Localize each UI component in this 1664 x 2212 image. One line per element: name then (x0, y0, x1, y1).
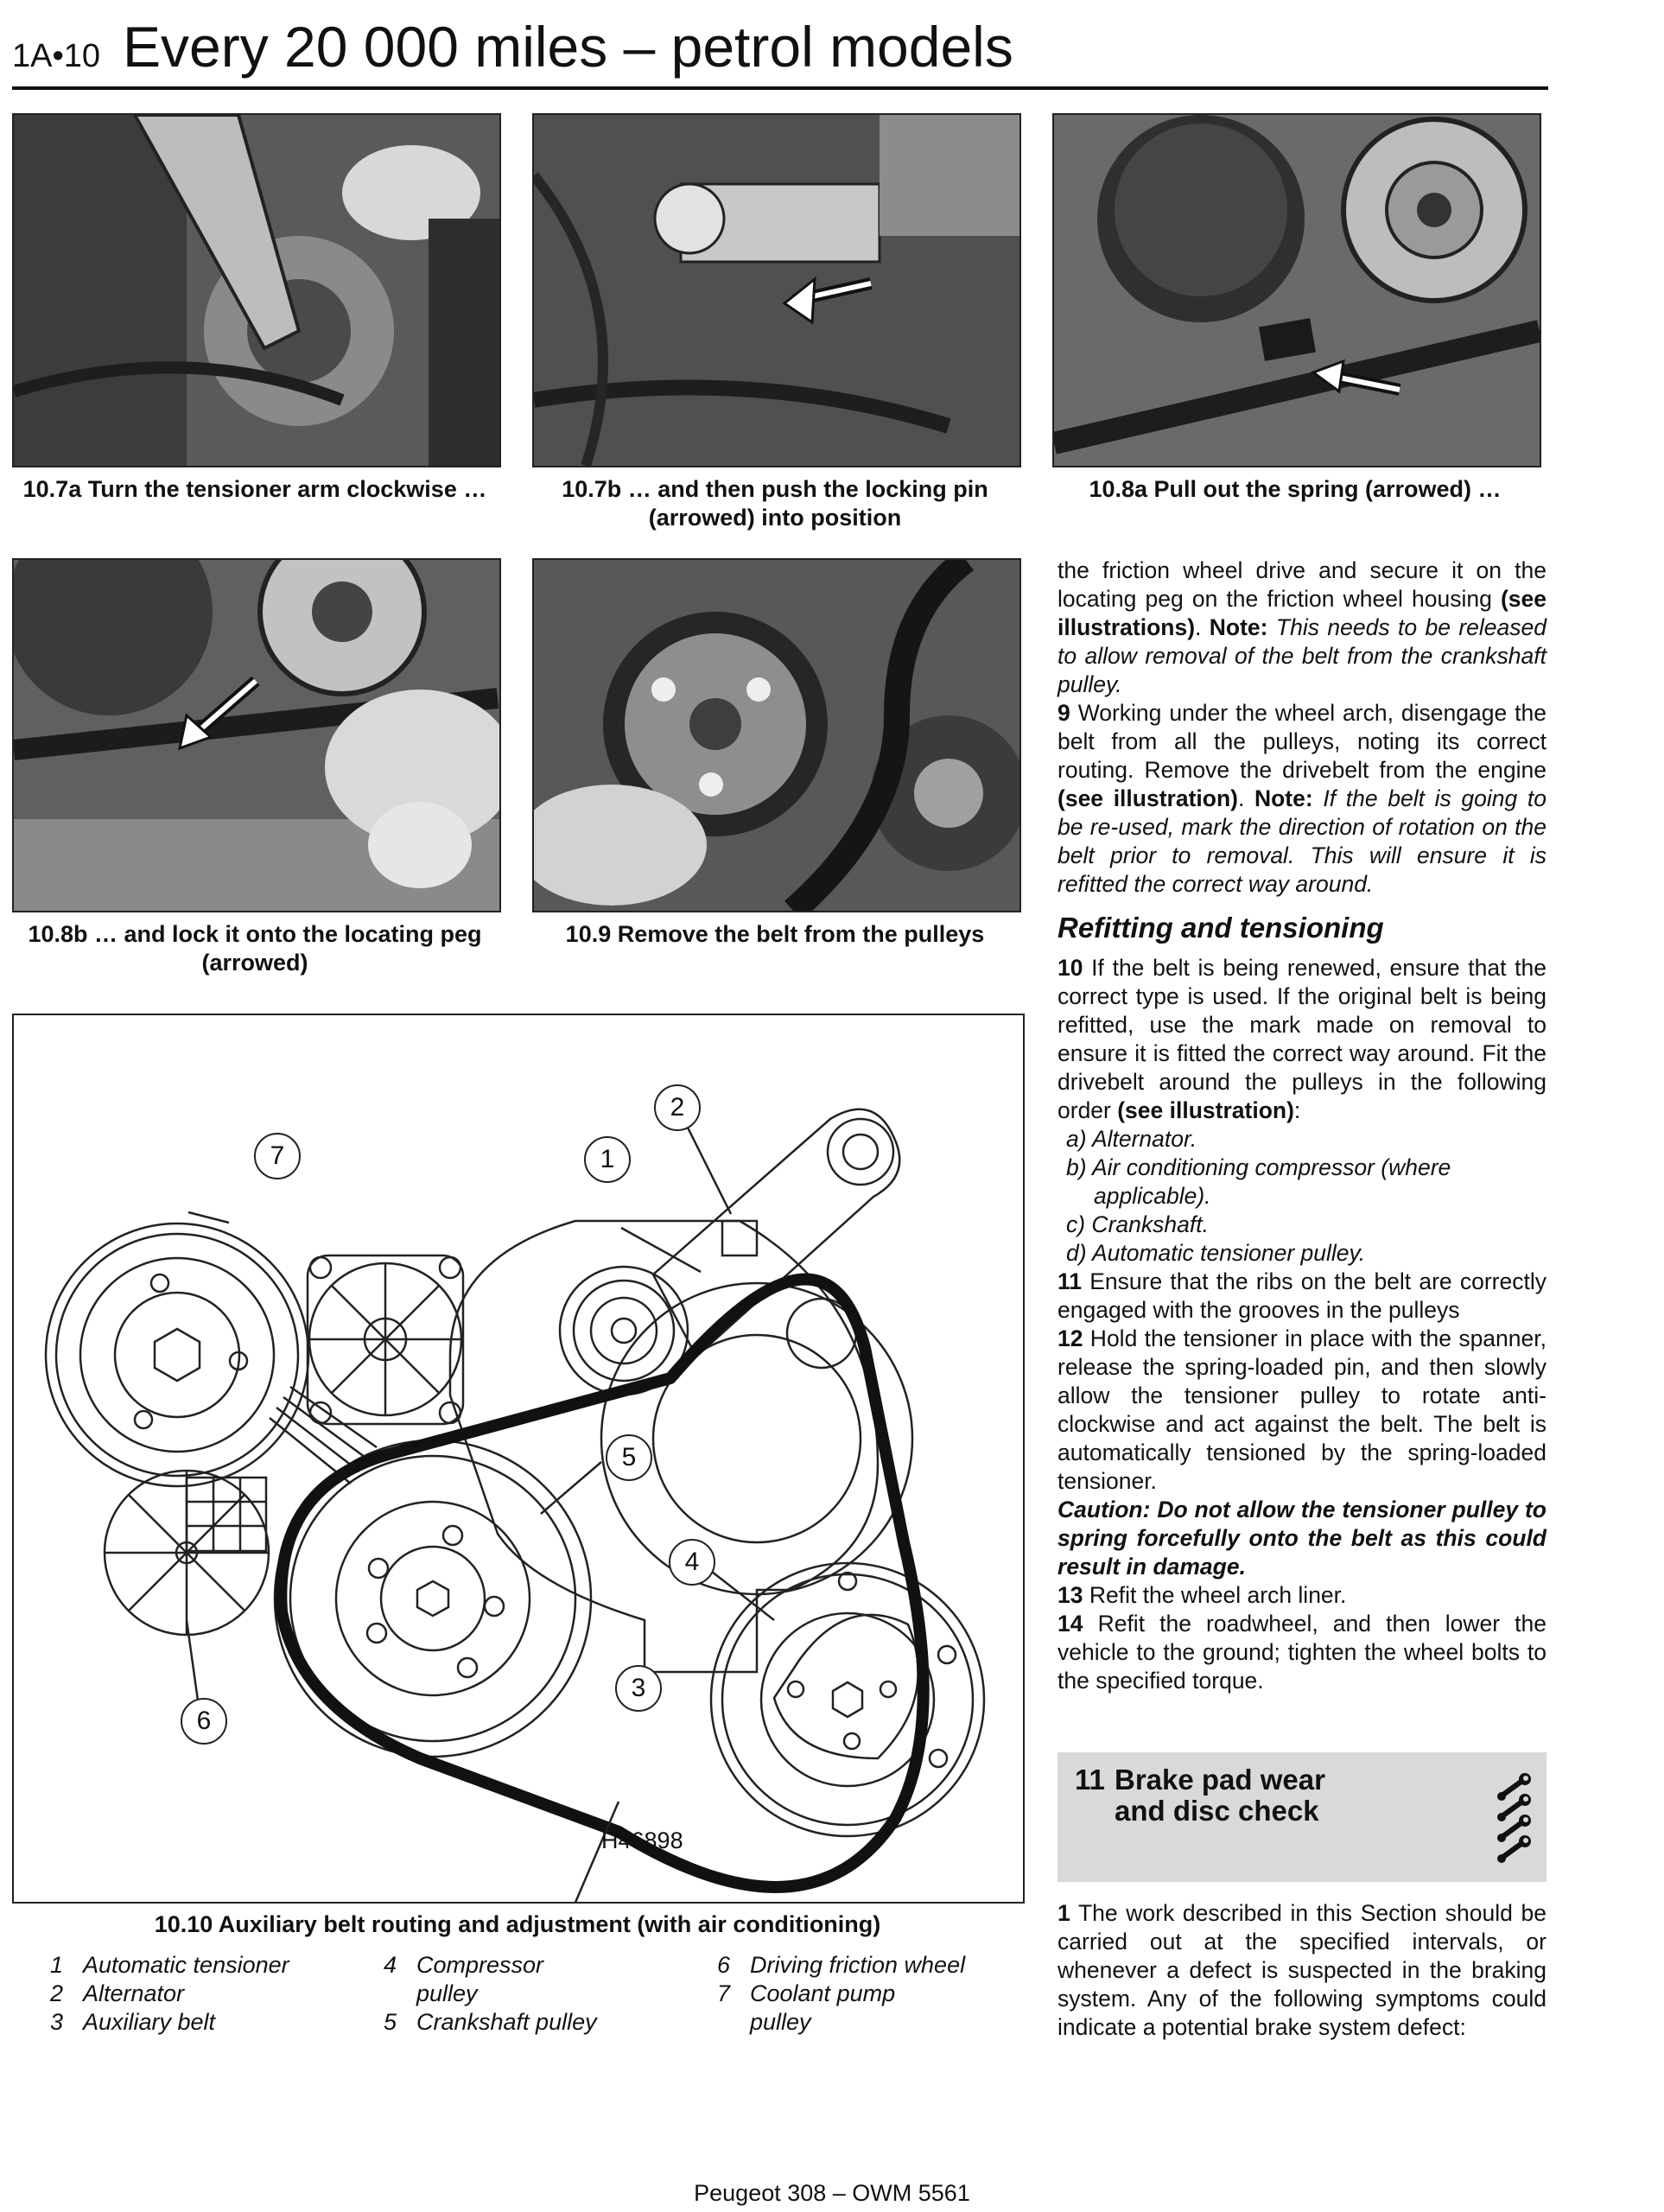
legend-col-2 (346, 1951, 684, 2037)
legend-text: Crankshaft pulley (416, 2009, 597, 2035)
difficulty-wrench-icon (1495, 1768, 1536, 1872)
callout-4: 4 (669, 1539, 715, 1586)
photo-10-7b (532, 113, 1021, 467)
order-list-item: a) Alternator. (1066, 1126, 1197, 1152)
legend-num: 3 (50, 2009, 64, 2035)
callout-1: 1 (584, 1136, 631, 1183)
page-footer: Peugeot 308 – OWM 5561 (694, 2180, 970, 2206)
page-title: Every 20 000 miles – petrol models (123, 15, 1013, 79)
paragraph-14: 14 Refit the roadwheel, and then lower the vehicle to the ground; tighten the wheel bolts to the specified torque. (1057, 1611, 1547, 1694)
legend-col-1 (12, 1951, 351, 2037)
diagram-code: H46898 (601, 1827, 683, 1853)
order-list-item: d) Automatic tensioner pulley. (1066, 1240, 1366, 1266)
paragraph-9: 9 Working under the wheel arch, disengage the belt from all the pulleys, noting its correct routing. Remove the drivebelt from the engine (see illustration). Note: If the belt is going to be re-used, mark the direction of rotation on the belt prior to removal. This will ensure it is refitted the correct way around. (1057, 700, 1547, 897)
coolant-pump-pulley (46, 1224, 308, 1486)
legend-text: Compressor pulley (416, 1952, 544, 2006)
caption-10-8b: 10.8b … and lock it onto the locating peg (arrowed) (28, 921, 482, 976)
callout-7: 7 (254, 1133, 301, 1179)
caption-10-7a: 10.7a Turn the tensioner arm clockwise … (22, 476, 487, 502)
caption-10-9: 10.9 Remove the belt from the pulleys (565, 921, 985, 947)
header-rule (12, 86, 1548, 90)
legend-text: Auxiliary belt (83, 2009, 216, 2035)
auxiliary-belt (281, 1279, 923, 1886)
legend-num: 5 (384, 2009, 397, 2035)
paragraph-continued: the friction wheel drive and secure it on the locating peg on the friction wheel housing (see illustrations). Note: This needs to be released to allow removal of the belt from the crankshaft pulley. (1057, 557, 1547, 697)
legend-text: Automatic tensioner (83, 1952, 289, 1978)
legend-text: Driving friction wheel (750, 1952, 966, 1978)
legend-text: Coolant pump pulley (750, 1980, 896, 2035)
photo-10-8a (1052, 113, 1541, 467)
subheading-refitting: Refitting and tensioning (1057, 912, 1384, 944)
callout-3: 3 (615, 1665, 662, 1712)
legend-text: Alternator (83, 1980, 185, 2006)
body-text-section-11 (1057, 1899, 1547, 2042)
order-list-item: b) Air conditioning compressor (where applicable). (1066, 1154, 1451, 1209)
belt-routing-diagram (12, 1014, 1025, 1904)
body-text-upper (1057, 556, 1547, 899)
legend-num: 6 (717, 1952, 731, 1978)
legend-num: 4 (384, 1952, 397, 1978)
section-title: 11 Brake pad wear and disc check (1075, 1764, 1325, 1827)
paragraph-12: 12 Hold the tensioner in place with the spanner, release the spring-loaded pin, and then slowly allow the tensioner pulley to rotate anti-clockwise and act against the belt. The belt is automatically tensioned by the spring-loaded tensioner. (1057, 1325, 1547, 1494)
photo-10-9 (532, 558, 1021, 912)
legend-col-3 (679, 1951, 1018, 2037)
section-11-header (1057, 1752, 1547, 1882)
photo-10-8b (12, 558, 501, 912)
callout-5: 5 (606, 1434, 652, 1481)
caution-note: Caution: Do not allow the tensioner pulley to spring forcefully onto the belt as this could result in damage. (1057, 1497, 1547, 1580)
caption-10-7b: 10.7b … and then push the locking pin (arrowed) into position (562, 476, 988, 531)
callout-6: 6 (181, 1698, 227, 1745)
paragraph-10: 10 If the belt is being renewed, ensure that the correct type is used. If the original belt is being refitted, use the mark made on removal to ensure it is fitted the correct way around. Fit the drivebelt around the pulleys in the following order (see illustration): (1057, 955, 1547, 1123)
section-11-paragraph-1: 1 The work described in this Section should be carried out at the specified intervals, or whenever a defect is suspected in the braking system. Any of the following symptoms could indicate a potential brake system defect: (1057, 1900, 1547, 2040)
paragraph-11: 11 Ensure that the ribs on the belt are correctly engaged with the grooves in the pulleys (1057, 1268, 1547, 1323)
page-header (12, 7, 1550, 86)
paragraph-13: 13 Refit the wheel arch liner. (1057, 1582, 1347, 1608)
order-list-item: c) Crankshaft. (1066, 1211, 1209, 1237)
legend-num: 7 (717, 1980, 731, 2006)
diagram-caption: 10.10 Auxiliary belt routing and adjustment (with air conditioning) (154, 1911, 881, 1937)
caption-10-8a: 10.8a Pull out the spring (arrowed) … (1089, 476, 1502, 502)
body-text-lower (1057, 954, 1547, 1695)
photo-10-7a (12, 113, 501, 467)
page-number: 1A•10 (12, 38, 101, 74)
legend-num: 1 (50, 1952, 64, 1978)
legend-num: 2 (50, 1980, 64, 2006)
callout-2: 2 (654, 1084, 701, 1131)
